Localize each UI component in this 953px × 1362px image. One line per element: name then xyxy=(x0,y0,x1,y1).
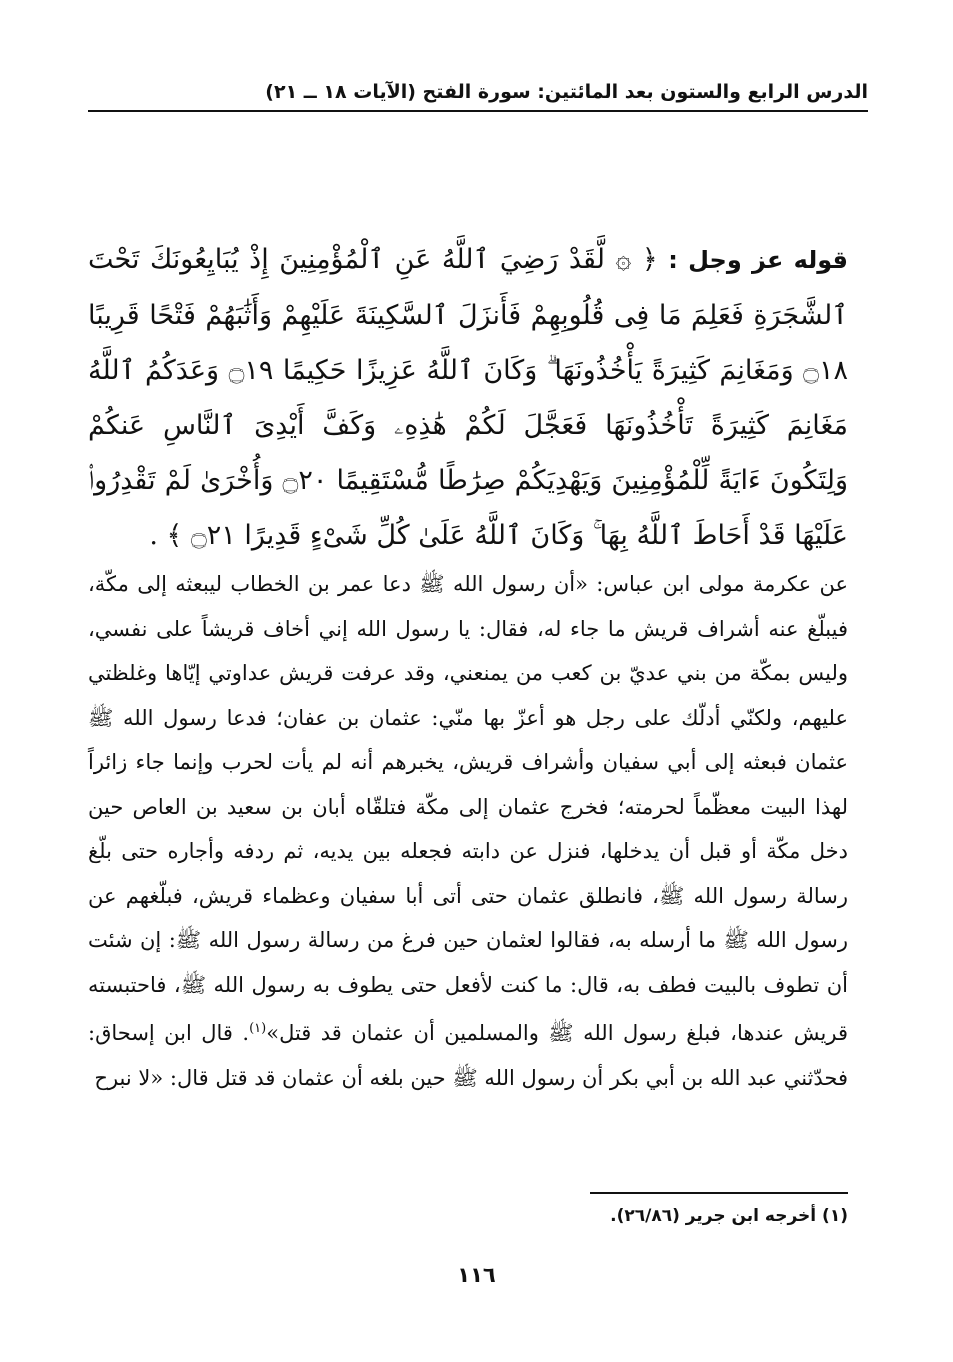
footnote-rule xyxy=(590,1192,848,1194)
commentary-text-part-1: عن عكرمة مولى ابن عباس: «أن رسول الله ﷺ دعا عمر بن الخطاب ليبعثه إلى مكّة، فيبلّغ عنه أشراف قريش ما جاء له، فقال: يا رسول الله إني أخاف قريشاً على نفسي، وليس بمكّة من بني عديّ بن كعب من يمنعني، وقد عرفت قريش عداوتي إيّاها وغلظتي عليهم، ولكنّي أدلّك على رجل هو أعزّ بها منّي: عثمان بن عفان؛ فدعا رسول الله ﷺ عثمان فبعثه إلى أبي سفيان وأشراف قريش، يخبرهم أنه لم يأت لحرب وإنما جاء زائراً لهذا البيت معظّماً لحرمته؛ فخرج عثمان إلى مكّة فتلقّاه أبان بن سعيد بن العاص حين دخل مكّة أو قبل أن يدخلها، فنزل عن دابته فجعله بين يديه، ثم ردفه وأجاره حتى بلّغ رسالة رسول الله ﷺ، فانطلق عثمان حتى أتى أبا سفيان وعظماء قريش، فبلّغهم عن رسول الله ﷺ ما أرسله به، فقالوا لعثمان حين فرغ من رسالة رسول الله ﷺ: إن شئت أن تطوف بالبيت فطف به، قال: ما كنت لأفعل حتى يطوف به رسول الله ﷺ، فاحتبسته قريش عندها، فبلغ رسول الله ﷺ والمسلمين أن عثمان قد قتل» xyxy=(88,572,848,1045)
commentary-text xyxy=(88,562,848,1100)
verse-text: ﴿ ۞ لَّقَدْ رَضِيَ ٱللَّهُ عَنِ ٱلْمُؤْمِنِينَ إِذْ يُبَايِعُونَكَ تَحْتَ ٱلشَّجَرَةِ فَعَلِمَ مَا فِى قُلُوبِهِمْ فَأَنزَلَ ٱلسَّكِينَةَ عَلَيْهِمْ وَأَثَٰبَهُمْ فَتْحًا قَرِيبًا ۝١٨ وَمَغَانِمَ كَثِيرَةً يَأْخُذُونَهَا ۗ وَكَانَ ٱللَّهُ عَزِيزًا حَكِيمًا ۝١٩ وَعَدَكُمُ ٱللَّهُ مَغَانِمَ كَثِيرَةً تَأْخُذُونَهَا فَعَجَّلَ لَكُمْ هَٰذِهِۦ وَكَفَّ أَيْدِىَ ٱلنَّاسِ عَنكُمْ وَلِتَكُونَ ءَايَةً لِّلْمُؤْمِنِينَ وَيَهْدِيَكُمْ صِرَٰطًا مُّسْتَقِيمًا ۝٢٠ وَأُخْرَىٰ لَمْ تَقْدِرُوا۟ عَلَيْهَا قَدْ أَحَاطَ ٱللَّهُ بِهَا ۚ وَكَانَ ٱللَّهُ عَلَىٰ كُلِّ شَىْءٍ قَدِيرًا ۝٢١ ﴾ . xyxy=(88,244,848,551)
header-rule xyxy=(88,110,868,112)
page-number: ١١٦ xyxy=(457,1263,496,1287)
verse-intro: قوله عز وجل : xyxy=(668,246,849,274)
footnote-marker: (١) xyxy=(249,1021,267,1036)
running-header: الدرس الرابع والستون بعد المائتين: سورة الفتح (الآيات ١٨ ــ ٢١) xyxy=(265,81,868,103)
commentary-text-part-2: . قال ابن إسحاق: فحدّثني عبد الله بن أبي بكر أن رسول الله ﷺ حين بلغه أن عثمان قد قتل قال: «لا نبرح xyxy=(88,1021,848,1090)
footnote: (١) أخرجه ابن جرير (٢٦/٨٦). xyxy=(610,1206,848,1226)
commentary-paragraph xyxy=(88,562,848,1100)
quran-verse-block xyxy=(88,232,848,563)
